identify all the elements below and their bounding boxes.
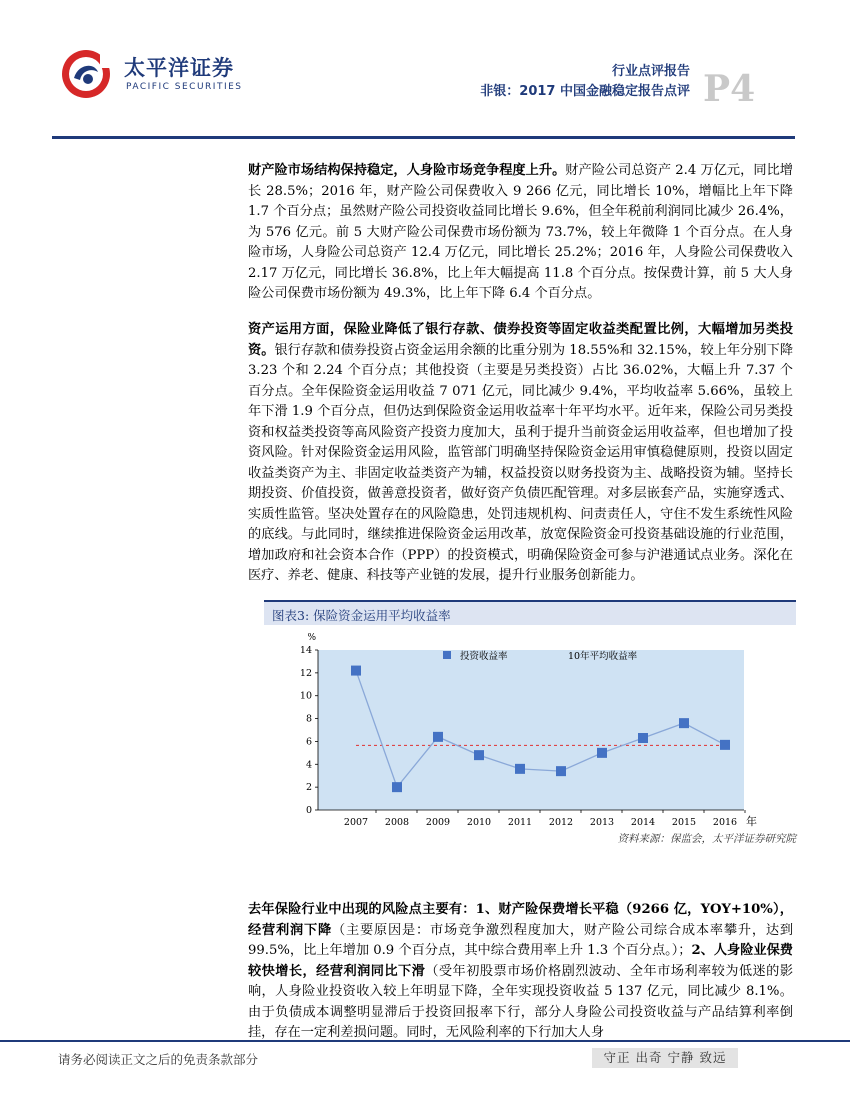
y-tick-label: 2 (305, 782, 312, 794)
plot-area (318, 650, 744, 810)
page-header (0, 0, 850, 140)
document-title: 非银：2017 中国金融稳定报告点评 (480, 84, 690, 99)
figure-title: 图表3: 保险资金运用平均收益率 (272, 608, 451, 623)
x-tick-label: 2012 (548, 817, 574, 828)
paragraph-lead: 资产运用方面，保险业降低了银行存款、债券投资等固定收益类配置比例，大幅增加另类投资。 (248, 322, 793, 358)
header-divider (52, 136, 795, 139)
data-point (474, 750, 484, 760)
data-point (720, 740, 730, 750)
figure-investment-yield (264, 600, 796, 850)
data-point (351, 666, 361, 676)
x-tick-label: 2011 (507, 817, 533, 828)
paragraph-market-structure (248, 161, 793, 305)
paragraph-body: （受年初股票市场价格剧烈波动、全年市场利率较为低迷的影响，人身险业投资收入较上年明显下降，全年实现投资收益 5 137 亿元，同比减少 8.1%。由于负债成本调整明显滞后于投资回报率下行，部分人身险公司投资收益与产品结算利率倒挂，存在一定利差损问题。同时，无风险利率的下行加大人身 (248, 963, 794, 1040)
x-tick-label: 2013 (589, 817, 615, 828)
data-point (597, 748, 607, 758)
x-tick-label: 2007 (343, 817, 369, 828)
y-tick-label: 4 (305, 759, 312, 771)
y-tick-label: 0 (305, 805, 312, 816)
pacific-logo-icon (60, 48, 112, 100)
paragraph-asset-allocation (248, 320, 793, 587)
y-tick-label: 10 (299, 690, 312, 702)
yield-chart (264, 625, 796, 830)
document-type: 行业点评报告 (611, 64, 690, 79)
data-point (433, 732, 443, 742)
legend-label: 投资收益率 (460, 651, 508, 662)
footer-divider (0, 1040, 850, 1042)
footer-disclaimer: 请务必阅读正文之后的免责条款部分 (58, 1052, 259, 1067)
page-number: P4 (703, 68, 756, 110)
y-tick-label: 6 (305, 736, 312, 748)
brand-name-en: PACIFIC SECURITIES (126, 82, 243, 92)
brand-name-cn: 太平洋证券 (124, 56, 234, 80)
paragraph-risk-points (248, 900, 793, 1044)
data-point (515, 764, 525, 774)
x-tick-label: 2015 (671, 817, 697, 828)
y-axis-unit: % (307, 633, 316, 643)
y-tick-label: 12 (299, 667, 312, 679)
company-logo (60, 48, 300, 100)
x-tick-label: 2009 (425, 817, 451, 828)
paragraph-body: （主要原因是：市场竞争激烈程度加大，财产险公司综合成本率攀升，达到 99.5%，比上年增加 0.9 个百分点，其中综合费用率上升 1.3 个百分点。）； (248, 922, 794, 958)
legend-marker (443, 651, 451, 659)
x-axis-unit: 年 (746, 815, 757, 828)
data-point (679, 718, 689, 728)
legend-label: 10年平均收益率 (568, 651, 638, 662)
paragraph-lead: 财产险市场结构保持稳定，人身险市场竞争程度上升。 (248, 163, 566, 178)
footer-slogan: 守正 出奇 宁静 致远 (592, 1048, 738, 1068)
y-tick-label: 8 (305, 713, 312, 725)
y-tick-label: 14 (299, 645, 312, 656)
paragraph-body: 银行存款和债券投资占资金运用余额的比重分别为 18.55%和 32.15%，较上年分别下降 3.23 个和 2.24 个百分点；其他投资（主要是另类投资）占比 36.02%，大幅上升 7.37 个百分点。全年保险资金运用收益 7 071 亿元，同比减少 9.4%，平均收益率 5.66%，虽较上年下滑 1.9 个百分点，但仍达到保险资金运用收益率十年平均水平。近年来，保险公司另类投资和权益类投资等高风险资产投资力度加大，虽利于提升当前资金运用收益率，但也增加了投资风险。针对保险资金运用风险，监管部门明确坚持保险资金运用审慎稳健原则，投资以固定收益类资产为主、非固定收益类资产为辅，权益投资以财务投资为主、战略投资为辅。坚持长期投资、价值投资，做善意投资者，做好资产负债匹配管理。对多层嵌套产品，实施穿透式、实质性监管。坚决处置存在的风险隐患，处罚违规机构、问责责任人，守住不发生系统性风险的底线。与此同时，继续推进保险资金运用改革，放宽保险资金可投资基础设施的行业范围，增加政府和社会资本合作（PPP）的投资模式，明确保险资金可参与沪港通试点业务。深化在医疗、养老、健康、科技等产业链的发展，提升行业服务创新能力。 (248, 342, 794, 583)
paragraph-lead: 2、人身险业保费较快增长，经营利润同比下滑 (248, 943, 793, 979)
paragraph-lead: 去年保险行业中出现的风险点主要有：1、财产险保费增长平稳（9266 亿，YOY+10%），经营利润下降 (248, 902, 793, 938)
x-tick-label: 2014 (630, 817, 656, 828)
x-tick-label: 2010 (466, 817, 492, 828)
figure-title-bar (264, 600, 796, 625)
paragraph-body: 财产险公司总资产 2.4 万亿元，同比增长 28.5%；2016 年，财产险公司保费收入 9 266 亿元，同比增长 10%，增幅比上年下降 1.7 个百分点；虽然财产险公司投资收益同比增长 9.6%，但全年税前利润同比减少 26.4%，为 576 亿元。前 5 大财产险公司保费市场份额为 73.7%，较上年微降 1 个百分点。在人身险市场，人身险公司总资产 12.4 万亿元，同比增长 25.2%；2016 年，人身险公司保费收入 2.17 万亿元，同比增长 36.8%，比上年大幅提高 11.8 个百分点。按保费计算，前 5 大人身险公司保费市场份额为 49.3%，比上年下降 6.4 个百分点。 (248, 163, 793, 301)
figure-source: 资料来源：保监会，太平洋证券研究院 (617, 833, 796, 845)
data-point (638, 733, 648, 743)
x-tick-label: 2008 (384, 817, 410, 828)
x-tick-label: 2016 (712, 817, 738, 828)
data-point (556, 766, 566, 776)
data-point (392, 782, 402, 792)
